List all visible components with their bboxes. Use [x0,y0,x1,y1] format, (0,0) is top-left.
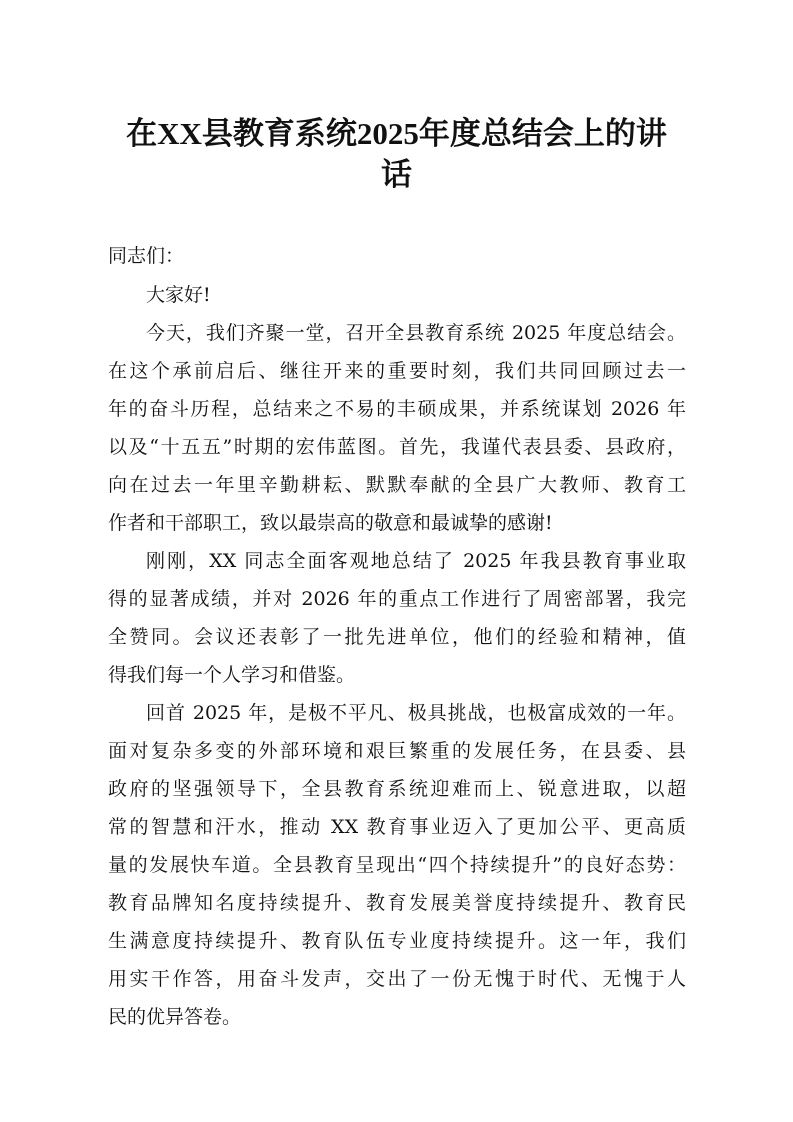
document-title-line-2: 话 [381,157,412,192]
body-line: 回首 2025 年，是极不平凡、极具挑战，也极富成效的一年。 [146,702,686,724]
body-line: 面对复杂多变的外部环境和艰巨繁重的发展任务，在县委、县 [108,740,686,762]
body-line: 今天，我们齐聚一堂，召开全县教育系统 2025 年度总结会。 [146,322,686,344]
body-line: 全赞同。会议还表彰了一批先进单位，他们的经验和精神，值 [108,626,686,648]
body-line: 生满意度持续提升、教育队伍专业度持续提升。这一年，我们 [108,930,686,952]
body-line: 以及“十五五”时期的宏伟蓝图。首先，我谨代表县委、县政府， [108,436,686,458]
body-line: 大家好! [146,284,211,306]
body-line: 政府的坚强领导下，全县教育系统迎难而上、锐意进取，以超 [108,778,686,800]
document-title-line-1: 在XX县教育系统2025年度总结会上的讲 [126,116,667,151]
body-line: 年的奋斗历程，总结来之不易的丰硕成果，并系统谋划 2026 年 [108,398,686,420]
body-line: 得我们每一个人学习和借鉴。 [108,664,356,686]
body-line: 刚刚，XX 同志全面客观地总结了 2025 年我县教育事业取 [146,550,686,572]
body-line: 量的发展快车道。全县教育呈现出“四个持续提升”的良好态势： [108,854,686,876]
body-line: 教育品牌知名度持续提升、教育发展美誉度持续提升、教育民 [108,892,686,914]
body-line: 作者和干部职工，致以最崇高的敬意和最诚挚的感谢! [108,512,553,534]
body-line: 向在过去一年里辛勤耕耘、默默奉献的全县广大教师、教育工 [108,474,686,496]
salutation: 同志们： [108,245,185,267]
body-line: 常的智慧和汗水，推动 XX 教育事业迈入了更加公平、更高质 [108,816,686,838]
body-line: 在这个承前启后、继往开来的重要时刻，我们共同回顾过去一 [108,360,686,382]
body-line: 得的显著成绩，并对 2026 年的重点工作进行了周密部署，我完 [108,588,686,610]
body-line: 民的优异答卷。 [108,1006,242,1028]
body-line: 用实干作答，用奋斗发声，交出了一份无愧于时代、无愧于人 [108,968,686,990]
